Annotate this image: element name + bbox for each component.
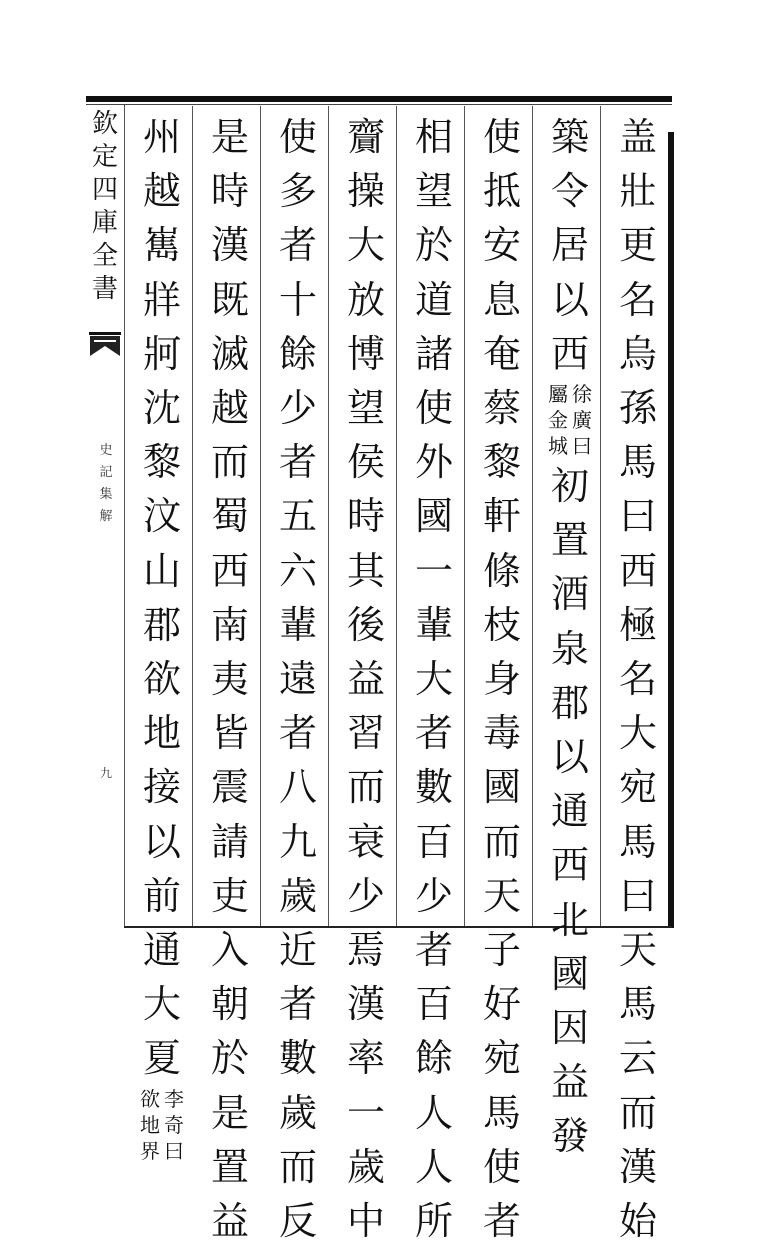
text-column-8 <box>134 110 190 1164</box>
note-right: 徐 廣 曰 <box>572 382 592 459</box>
fish-tail-icon <box>88 330 122 360</box>
top-border-thick <box>86 96 672 102</box>
column-text: 相 望 於 道 諸 使 外 國 一 輩 大 者 數 百 少 者 百 餘 人 人 所 <box>414 115 453 1244</box>
book-title: 欽 定 四 庫 全 書 <box>91 109 118 304</box>
column-text: 使 抵 安 息 奄 蔡 黎 軒 條 枝 身 毒 國 而 天 子 好 宛 馬 使 者 <box>482 115 521 1244</box>
column-text: 州 越 嶲 牂 牁 沈 黎 汶 山 郡 欲 地 接 以 前 通 大 夏 <box>142 115 181 1081</box>
text-column-1 <box>610 110 666 1248</box>
note-left: 屬 金 城 <box>548 382 568 459</box>
column-rule <box>464 106 465 926</box>
column-text: 築 令 居 以 西 <box>550 115 589 376</box>
column-rule <box>396 106 397 926</box>
column-text: 盖 壯 更 名 烏 孫 馬 曰 西 極 名 大 宛 馬 曰 天 馬 云 而 漢 始 <box>618 115 657 1244</box>
page-number: 九 <box>100 766 113 780</box>
column-text: 是 時 漢 既 滅 越 而 蜀 西 南 夷 皆 震 請 吏 入 朝 於 是 置 益 <box>210 115 249 1244</box>
column-rule <box>328 106 329 926</box>
text-column-3 <box>474 110 530 1248</box>
interlinear-note <box>542 381 598 459</box>
column-rule <box>124 106 125 926</box>
right-border <box>668 132 674 928</box>
note-left: 欲 地 界 <box>140 1086 160 1163</box>
text-column-7 <box>202 110 258 1248</box>
text-column-4 <box>406 110 462 1248</box>
juan-label: 史 記 集 解 <box>99 443 113 524</box>
note-right: 李 奇 曰 <box>164 1086 184 1163</box>
column-rule <box>260 106 261 926</box>
interlinear-note <box>134 1086 190 1164</box>
column-rule <box>192 106 193 926</box>
column-text: 初 置 酒 泉 郡 以 通 西 北 國 因 益 發 <box>550 464 589 1159</box>
text-column-6 <box>270 110 326 1248</box>
column-rule <box>600 106 601 926</box>
column-rule <box>532 106 533 926</box>
text-column-2 <box>542 110 598 1164</box>
column-text: 使 多 者 十 餘 少 者 五 六 輩 遠 者 八 九 歲 近 者 數 歲 而 反 <box>278 115 317 1244</box>
column-text: 齎 操 大 放 博 望 侯 時 其 後 益 習 而 衰 少 焉 漢 率 一 歲 中 <box>346 115 385 1244</box>
text-column-5 <box>338 110 394 1248</box>
top-border-thin <box>86 104 672 105</box>
